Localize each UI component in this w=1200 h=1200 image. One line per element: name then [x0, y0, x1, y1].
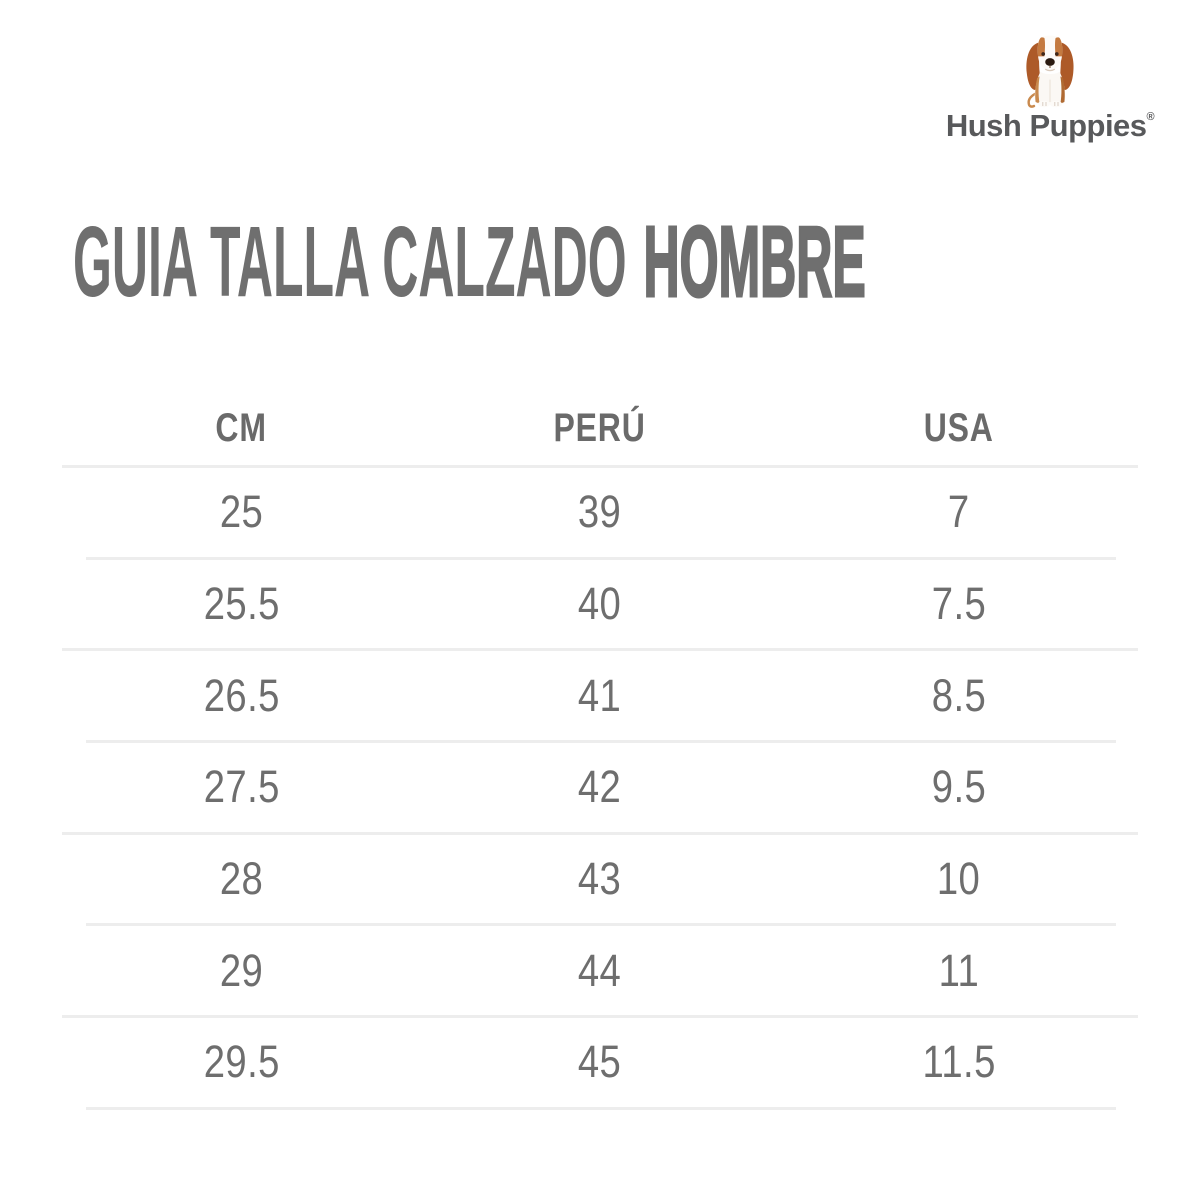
table-row [62, 835, 1138, 924]
column-header-usa: USA [923, 406, 994, 450]
cell-peru: 41 [578, 669, 622, 721]
cell-usa: 10 [936, 853, 981, 905]
cell-cm: 25 [219, 486, 264, 538]
cell-cm: 29 [219, 944, 264, 996]
brand-name [938, 110, 1162, 141]
table-header-row [62, 392, 1138, 465]
column-header-cm: CM [215, 406, 268, 450]
table-row [62, 468, 1138, 557]
cell-peru: 43 [578, 853, 622, 905]
cell-usa: 7.5 [931, 578, 986, 630]
cell-cm: 28 [219, 853, 264, 905]
title-regular: GUIA TALLA CALZADO [73, 206, 627, 318]
cell-usa: 9.5 [931, 761, 986, 813]
table-row [62, 1018, 1138, 1107]
cell-usa: 11.5 [922, 1036, 996, 1088]
cell-peru: 45 [578, 1036, 622, 1088]
table-row [62, 926, 1138, 1015]
cell-cm: 26.5 [203, 669, 280, 721]
brand-logo [938, 30, 1162, 141]
cell-peru: 40 [578, 578, 622, 630]
cell-cm: 27.5 [203, 761, 280, 813]
registered-mark-icon: ® [1146, 111, 1155, 123]
table-row [62, 651, 1138, 740]
page-title [73, 206, 866, 318]
cell-peru: 44 [578, 944, 622, 996]
table-row [62, 743, 1138, 832]
cell-usa: 11 [938, 944, 979, 996]
row-divider [86, 1107, 1116, 1110]
cell-usa: 8.5 [931, 669, 986, 721]
cell-peru: 42 [578, 761, 622, 813]
size-table [62, 392, 1138, 1110]
brand-name-text: Hush Puppies [945, 108, 1147, 143]
cell-cm: 29.5 [203, 1036, 280, 1088]
column-header-peru: PERÚ [553, 406, 647, 450]
cell-usa: 7 [947, 486, 970, 538]
table-row [62, 560, 1138, 649]
title-bold: HOMBRE [643, 206, 866, 318]
basset-hound-icon [1014, 30, 1086, 110]
cell-peru: 39 [578, 486, 622, 538]
cell-cm: 25.5 [203, 578, 280, 630]
